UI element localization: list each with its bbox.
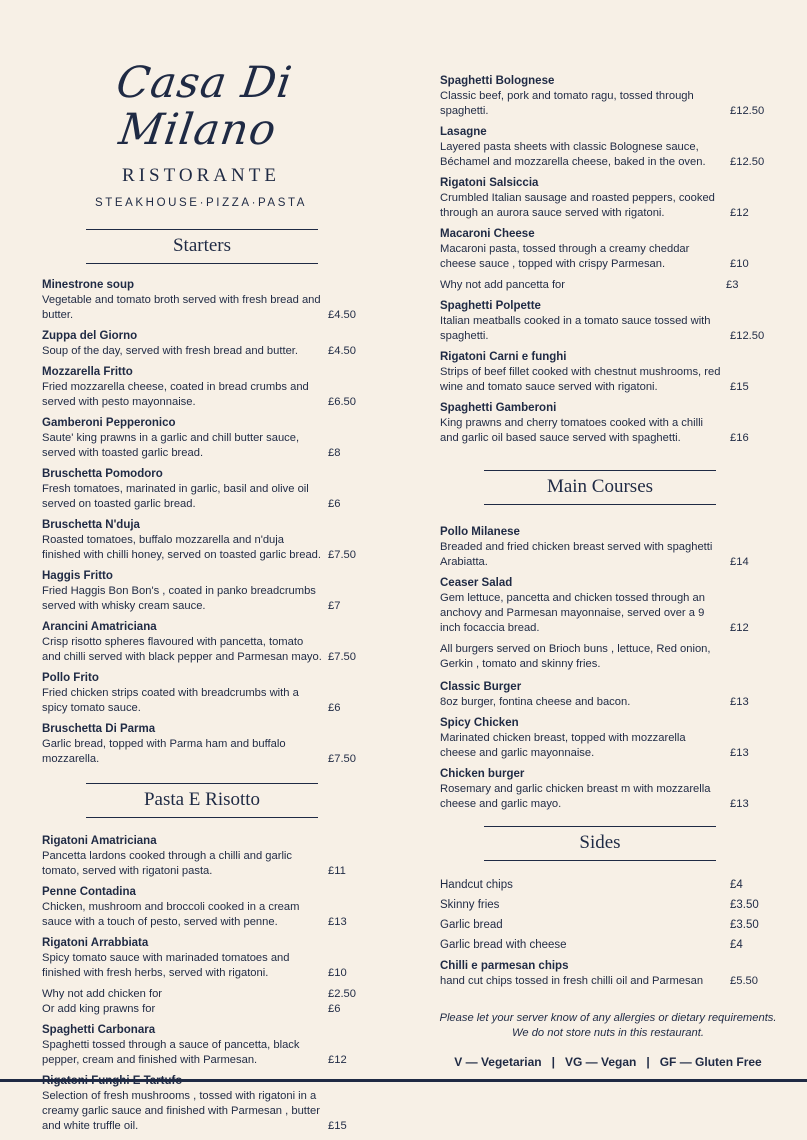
- menu-item-title: Spaghetti Gamberoni: [440, 402, 557, 414]
- menu-item-title: Bruschetta Pomodoro: [42, 467, 163, 480]
- side-item: [440, 919, 770, 931]
- bottom-divider: [0, 1079, 807, 1082]
- menu-item-price: £10: [730, 258, 749, 270]
- menu-item-description: Spicy tomato sauce with marinaded tomatoes and finished with fresh herbs, served with rigatoni.: [42, 951, 290, 979]
- menu-item-description: Spaghetti tossed through a sauce of pancetta, black pepper, cream and finished with Parmesan.: [42, 1038, 300, 1066]
- menu-item: [42, 329, 372, 359]
- menu-item-price: £6.50: [328, 395, 356, 408]
- menu-item-price: £12: [730, 207, 749, 219]
- menu-item-title: Spicy Chicken: [440, 717, 519, 729]
- menu-item: [42, 620, 372, 665]
- menu-item-price: £12.50: [730, 330, 765, 342]
- side-item: [440, 879, 770, 891]
- menu-item-description: Garlic bread, topped with Parma ham and buffalo mozzarella.: [42, 737, 286, 765]
- menu-item-description: Chicken, mushroom and broccoli cooked in a cream sauce with a touch of pesto, served with penne.: [42, 900, 300, 928]
- menu-item-price: £4.50: [328, 308, 356, 321]
- menu-item-description: King prawns and cherry tomatoes cooked with a chilli and garlic oil based sauce served with spaghetti.: [440, 417, 704, 444]
- menu-item: [440, 74, 770, 119]
- addon-prawns-price: £6: [328, 1002, 341, 1015]
- menu-item-description: Strips of beef fillet cooked with chestnut mushrooms, red wine and tomato sauce served with rigatoni.: [440, 366, 721, 393]
- addon-prawns-label: Or add king prawns for: [42, 1002, 156, 1015]
- menu-item-price: £4.50: [328, 344, 356, 357]
- menu-item: [42, 569, 372, 614]
- side-special-desc: hand cut chips tossed in fresh chilli oil and Parmesan: [440, 975, 704, 987]
- side-item-price: £4: [730, 879, 743, 891]
- menu-item: [440, 716, 770, 761]
- addon-pancetta: [440, 278, 770, 293]
- menu-item: [440, 680, 770, 710]
- mains-heading: Main Courses: [484, 470, 716, 505]
- menu-item-description: Marinated chicken breast, topped with mozzarella cheese and garlic mayonnaise.: [440, 732, 686, 759]
- restaurant-logo: Casa Di Milano: [113, 58, 296, 156]
- menu-item-price: £7: [328, 599, 341, 612]
- menu-item-price: £14: [730, 556, 749, 568]
- restaurant-tagline: STEAKHOUSE·PIZZA·PASTA: [94, 196, 308, 209]
- menu-item: [42, 416, 372, 461]
- menu-item-title: Rigatoni Amatriciana: [42, 834, 157, 847]
- restaurant-subtitle: RISTORANTE: [122, 164, 280, 186]
- menu-item: [440, 299, 770, 344]
- side-item-label: Handcut chips: [440, 879, 513, 891]
- menu-item-title: Bruschetta N'duja: [42, 518, 140, 531]
- mains-list-a: [440, 525, 770, 636]
- menu-item-price: £13: [730, 747, 749, 759]
- addon-pancetta-label: Why not add pancetta for: [440, 279, 566, 291]
- menu-item-price: £12.50: [730, 156, 765, 168]
- menu-item-description: Layered pasta sheets with classic Bolognese sauce, Béchamel and mozzarella cheese, baked in the oven.: [440, 141, 706, 168]
- menu-item-title: Ceaser Salad: [440, 577, 513, 589]
- menu-item-price: £8: [328, 446, 341, 459]
- side-item-price: £3.50: [730, 899, 759, 911]
- menu-item: [440, 767, 770, 812]
- menu-item-title: Spaghetti Polpette: [440, 300, 541, 312]
- side-special-title: Chilli e parmesan chips: [440, 960, 569, 972]
- addon-chicken: [42, 987, 372, 1002]
- menu-item-description: 8oz burger, fontina cheese and bacon.: [440, 696, 631, 708]
- menu-item-description: Fresh tomatoes, marinated in garlic, basil and olive oil served on toasted garlic bread.: [42, 482, 309, 510]
- menu-item-description: Soup of the day, served with fresh bread and butter.: [42, 344, 299, 357]
- menu-item-price: £12.50: [730, 105, 765, 117]
- menu-item-description: Classic beef, pork and tomato ragu, tossed through spaghetti.: [440, 90, 694, 117]
- menu-item-description: Rosemary and garlic chicken breast m with mozzarella cheese and garlic mayo.: [440, 783, 711, 810]
- nuts-note: We do not store nuts in this restaurant.: [512, 1027, 704, 1039]
- menu-item: [42, 467, 372, 512]
- menu-item-title: Lasagne: [440, 126, 487, 138]
- menu-item-title: Haggis Fritto: [42, 569, 113, 582]
- burger-note: [440, 642, 770, 672]
- menu-item-title: Pollo Frito: [42, 671, 99, 684]
- menu-item: [42, 671, 372, 716]
- side-item: [440, 939, 770, 951]
- right-column: [439, 74, 777, 1069]
- side-item-price: £4: [730, 939, 743, 951]
- menu-item-title: Zuppa del Giorno: [42, 329, 138, 342]
- menu-item: [42, 834, 372, 879]
- side-item: [440, 899, 770, 911]
- menu-item: [440, 576, 770, 636]
- side-item-price: £3.50: [730, 919, 759, 931]
- starters-list: [42, 278, 372, 767]
- menu-item-description: Pancetta lardons cooked through a chilli and garlic tomato, served with rigatoni pasta.: [42, 849, 293, 877]
- side-item-label: Garlic bread with cheese: [440, 939, 567, 951]
- menu-item-price: £16: [730, 432, 749, 444]
- menu-item-price: £15: [730, 381, 749, 393]
- menu-item-title: Pollo Milanese: [440, 526, 520, 538]
- menu-item-description: Fried Haggis Bon Bon's , coated in panko breadcrumbs served with whisky cream sauce.: [42, 584, 316, 612]
- side-special-price: £5.50: [730, 975, 758, 987]
- menu-item: [42, 518, 372, 563]
- pasta-heading: Pasta E Risotto: [86, 783, 318, 818]
- pasta-list-a: [42, 834, 372, 981]
- menu-item-title: Rigatoni Salsiccia: [440, 177, 539, 189]
- menu-item-title: Macaroni Cheese: [440, 228, 535, 240]
- menu-item-description: Breaded and fried chicken breast served with spaghetti Arabiatta.: [440, 541, 713, 568]
- dietary-legend: V — Vegetarian | VG — Vegan | GF — Gluten Free: [454, 1055, 762, 1069]
- menu-item-price: £6: [328, 497, 341, 510]
- menu-item: [42, 278, 372, 323]
- menu-item-description: Fried chicken strips coated with breadcrumbs with a spicy tomato sauce.: [42, 686, 299, 714]
- menu-item: [440, 125, 770, 170]
- menu-item: [440, 525, 770, 570]
- menu-item-title: Spaghetti Bolognese: [440, 75, 555, 87]
- menu-item-description: Macaroni pasta, tossed through a creamy cheddar cheese sauce , topped with crispy Parmesan.: [440, 243, 690, 270]
- menu-item-price: £7.50: [328, 548, 356, 561]
- menu-item-description: Gem lettuce, pancetta and chicken tossed through an anchovy and Parmesan mayonnaise, served over a 9 inch focaccia bread.: [440, 592, 705, 634]
- mains-list-b: [440, 680, 770, 812]
- menu-item: [42, 885, 372, 930]
- left-column: [42, 60, 372, 1140]
- menu-item-title: Gamberoni Pepperonico: [42, 416, 176, 429]
- menu-item: [42, 936, 372, 981]
- menu-item: [42, 1023, 372, 1068]
- menu-item-price: £11: [328, 864, 346, 877]
- menu-item: [440, 176, 770, 221]
- side-item-label: Garlic bread: [440, 919, 503, 931]
- menu-item-price: £7.50: [328, 650, 356, 663]
- menu-item-description: Fried mozzarella cheese, coated in bread crumbs and served with pesto mayonnaise.: [42, 380, 309, 408]
- menu-item: [42, 1074, 372, 1134]
- menu-item-title: Minestrone soup: [42, 278, 135, 291]
- pasta-list-d: [440, 299, 770, 446]
- menu-item-price: £10: [328, 966, 347, 979]
- menu-item-title: Classic Burger: [440, 681, 522, 693]
- sides-list: [440, 879, 770, 951]
- menu-item: [42, 722, 372, 767]
- menu-item-price: £12: [730, 622, 749, 634]
- addon-pancetta-price: £3: [726, 279, 739, 291]
- menu-item-price: £6: [328, 701, 341, 714]
- menu-item-price: £15: [328, 1119, 347, 1132]
- menu-item-title: Arancini Amatriciana: [42, 620, 157, 633]
- menu-item-description: Italian meatballs cooked in a tomato sauce tossed with spaghetti.: [440, 315, 711, 342]
- burger-note-text: All burgers served on Brioch buns , lettuce, Red onion, Gerkin , tomato and skinny fries.: [440, 643, 711, 670]
- menu-item-title: Bruschetta Di Parma: [42, 722, 156, 735]
- side-chilli-parmesan: [440, 959, 770, 989]
- sides-heading: Sides: [484, 826, 716, 861]
- menu-item-title: Chicken burger: [440, 768, 525, 780]
- menu-item: [440, 227, 770, 272]
- menu-item-price: £12: [328, 1053, 347, 1066]
- menu-item-description: Saute' king prawns in a garlic and chill butter sauce, served with toasted garlic bread.: [42, 431, 300, 459]
- addon-chicken-label: Why not add chicken for: [42, 987, 163, 1000]
- starters-heading: Starters: [86, 229, 318, 264]
- menu-item-price: £7.50: [328, 752, 356, 765]
- menu-item-description: Vegetable and tomato broth served with fresh bread and butter.: [42, 293, 321, 321]
- menu-item: [440, 350, 770, 395]
- menu-item-price: £13: [730, 798, 749, 810]
- addon-chicken-price: £2.50: [328, 987, 356, 1000]
- addon-prawns: [42, 1002, 372, 1017]
- menu-item: [440, 401, 770, 446]
- menu-item: [42, 365, 372, 410]
- menu-item-title: Penne Contadina: [42, 885, 136, 898]
- menu-item-title: Spaghetti Carbonara: [42, 1023, 156, 1036]
- menu-item-title: Rigatoni Carni e funghi: [440, 351, 567, 363]
- allergy-note: Please let your server know of any allergies or dietary requirements.: [439, 1012, 777, 1024]
- pasta-list-c: [440, 74, 770, 272]
- menu-item-description: Crumbled Italian sausage and roasted peppers, cooked through an aurora sauce served with rigatoni.: [440, 192, 715, 219]
- menu-item-description: Crisp risotto spheres flavoured with pancetta, tomato and chilli served with black pepper and Parmesan mayo.: [42, 635, 322, 663]
- menu-item-description: Roasted tomatoes, buffalo mozzarella and n'duja finished with chilli honey, served on toasted garlic bread.: [42, 533, 322, 561]
- side-item-label: Skinny fries: [440, 899, 500, 911]
- menu-item-description: Selection of fresh mushrooms , tossed with rigatoni in a creamy garlic sauce and finished with Parmesan , butter and white truffle oil.: [42, 1089, 320, 1132]
- menu-item-title: Rigatoni Arrabbiata: [42, 936, 149, 949]
- menu-item-title: Mozzarella Fritto: [42, 365, 133, 378]
- menu-item-price: £13: [730, 696, 749, 708]
- menu-item-price: £13: [328, 915, 347, 928]
